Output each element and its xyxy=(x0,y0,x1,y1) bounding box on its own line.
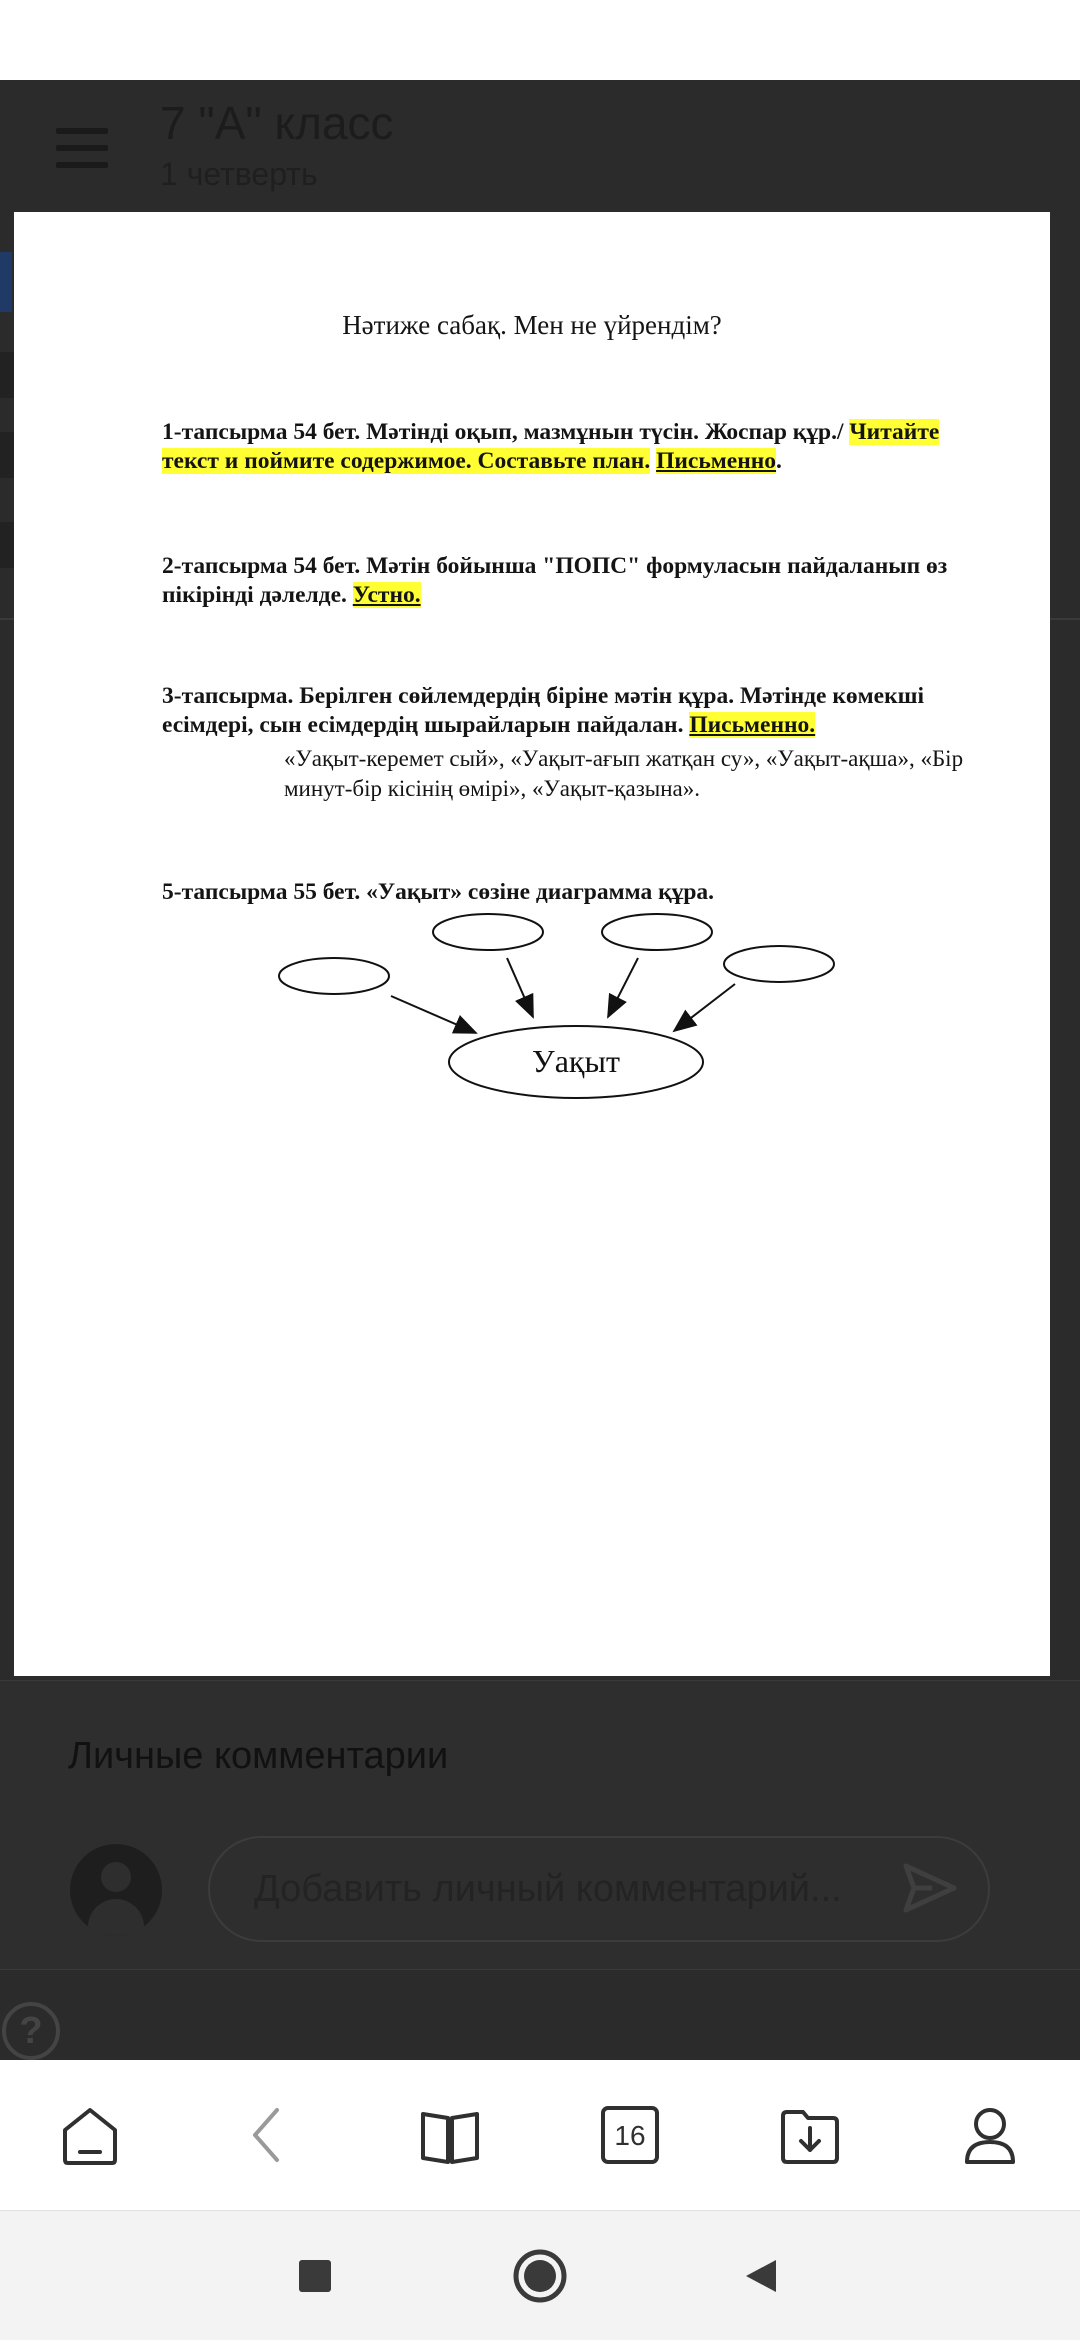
avatar xyxy=(70,1844,162,1936)
class-title: 7 "A" класс xyxy=(160,97,394,149)
download-folder-icon xyxy=(775,2100,845,2170)
diagram-arrow xyxy=(391,996,476,1033)
hamburger-icon[interactable] xyxy=(56,128,108,168)
nav-profile-button[interactable] xyxy=(930,2060,1050,2210)
tab-indicator xyxy=(0,252,12,312)
system-navigation-bar xyxy=(0,2210,1080,2340)
square-icon xyxy=(297,2258,333,2294)
private-comments-title: Личные комментарии xyxy=(68,1735,449,1777)
help-icon[interactable]: ? xyxy=(2,2002,60,2060)
task-3-kz: 3-тапсырма. Берілген сөйлемдердің біріне мәтін құра. Мәтінде көмекші есімдері, сын есімдердің шырайларын пайдалан. xyxy=(162,683,924,738)
task-3 xyxy=(162,682,1002,740)
chevron-left-icon xyxy=(233,2100,303,2170)
nav-calendar-button[interactable] xyxy=(570,2060,690,2210)
diagram-center-label: Уақыт xyxy=(532,1043,620,1079)
task-5: 5-тапсырма 55 бет. «Уақыт» сөзіне диаграмма құра. xyxy=(162,879,715,905)
nav-download-button[interactable] xyxy=(750,2060,870,2210)
private-comment-input[interactable] xyxy=(208,1836,990,1942)
nav-book-button[interactable] xyxy=(390,2060,510,2210)
profile-icon xyxy=(955,2100,1025,2170)
triangle-back-icon xyxy=(740,2256,780,2296)
home-icon xyxy=(55,2100,125,2170)
diagram-bubble xyxy=(433,914,543,950)
nav-home-button[interactable] xyxy=(30,2060,150,2210)
task-1-kz: 1-тапсырма 54 бет. Мәтінді оқып, мазмұнын түсін. Жоспар құр./ xyxy=(162,419,850,445)
task-1 xyxy=(162,418,1002,476)
document-title: Нәтиже сабақ. Мен не үйрендім? xyxy=(342,310,722,340)
sys-recent-button[interactable] xyxy=(265,2211,365,2340)
task-3-mode: Письменно. xyxy=(689,712,816,738)
task-1-mode: Письменно xyxy=(656,448,777,474)
calendar-date: 16 xyxy=(614,2120,646,2151)
sys-home-button[interactable] xyxy=(490,2211,590,2340)
side-edge-mark xyxy=(0,522,14,568)
diagram-bubble xyxy=(724,946,834,982)
task-2 xyxy=(162,552,1002,610)
side-edge-mark xyxy=(0,352,14,398)
document-page xyxy=(14,212,1050,1676)
task-2-mode: Устно. xyxy=(352,582,421,608)
side-edge-mark xyxy=(0,432,14,478)
class-subtitle: 1 четверть xyxy=(160,156,318,192)
task-1-end: . xyxy=(776,448,782,474)
diagram-arrow xyxy=(507,958,533,1017)
task-1-ru: Читайте текст и поймите содержимое. Составьте план. xyxy=(162,419,940,474)
circle-icon xyxy=(512,2248,568,2304)
bottom-navigation xyxy=(0,2060,1080,2210)
diagram-arrow xyxy=(608,958,638,1017)
diagram-arrow xyxy=(674,984,735,1031)
diagram-bubble xyxy=(602,914,712,950)
send-icon[interactable] xyxy=(902,1862,958,1914)
calendar-icon xyxy=(595,2100,665,2170)
nav-back-button[interactable] xyxy=(208,2060,328,2210)
diagram-bubble xyxy=(279,958,389,994)
task-2-kz: 2-тапсырма 54 бет. Мәтін бойынша "ПОПС" формуласын пайдаланып өз пікірінді дәлелде. xyxy=(162,553,948,608)
book-icon xyxy=(415,2100,485,2170)
uakyt-cluster-diagram xyxy=(254,912,854,1132)
task-3-sentences: «Уақыт-керемет сый», «Уақыт-ағып жатқан су», «Уақыт-ақша», «Бір минут-бір кісінің өмірі», «Уақыт-қазына». xyxy=(284,746,964,801)
sys-back-button[interactable] xyxy=(710,2211,810,2340)
